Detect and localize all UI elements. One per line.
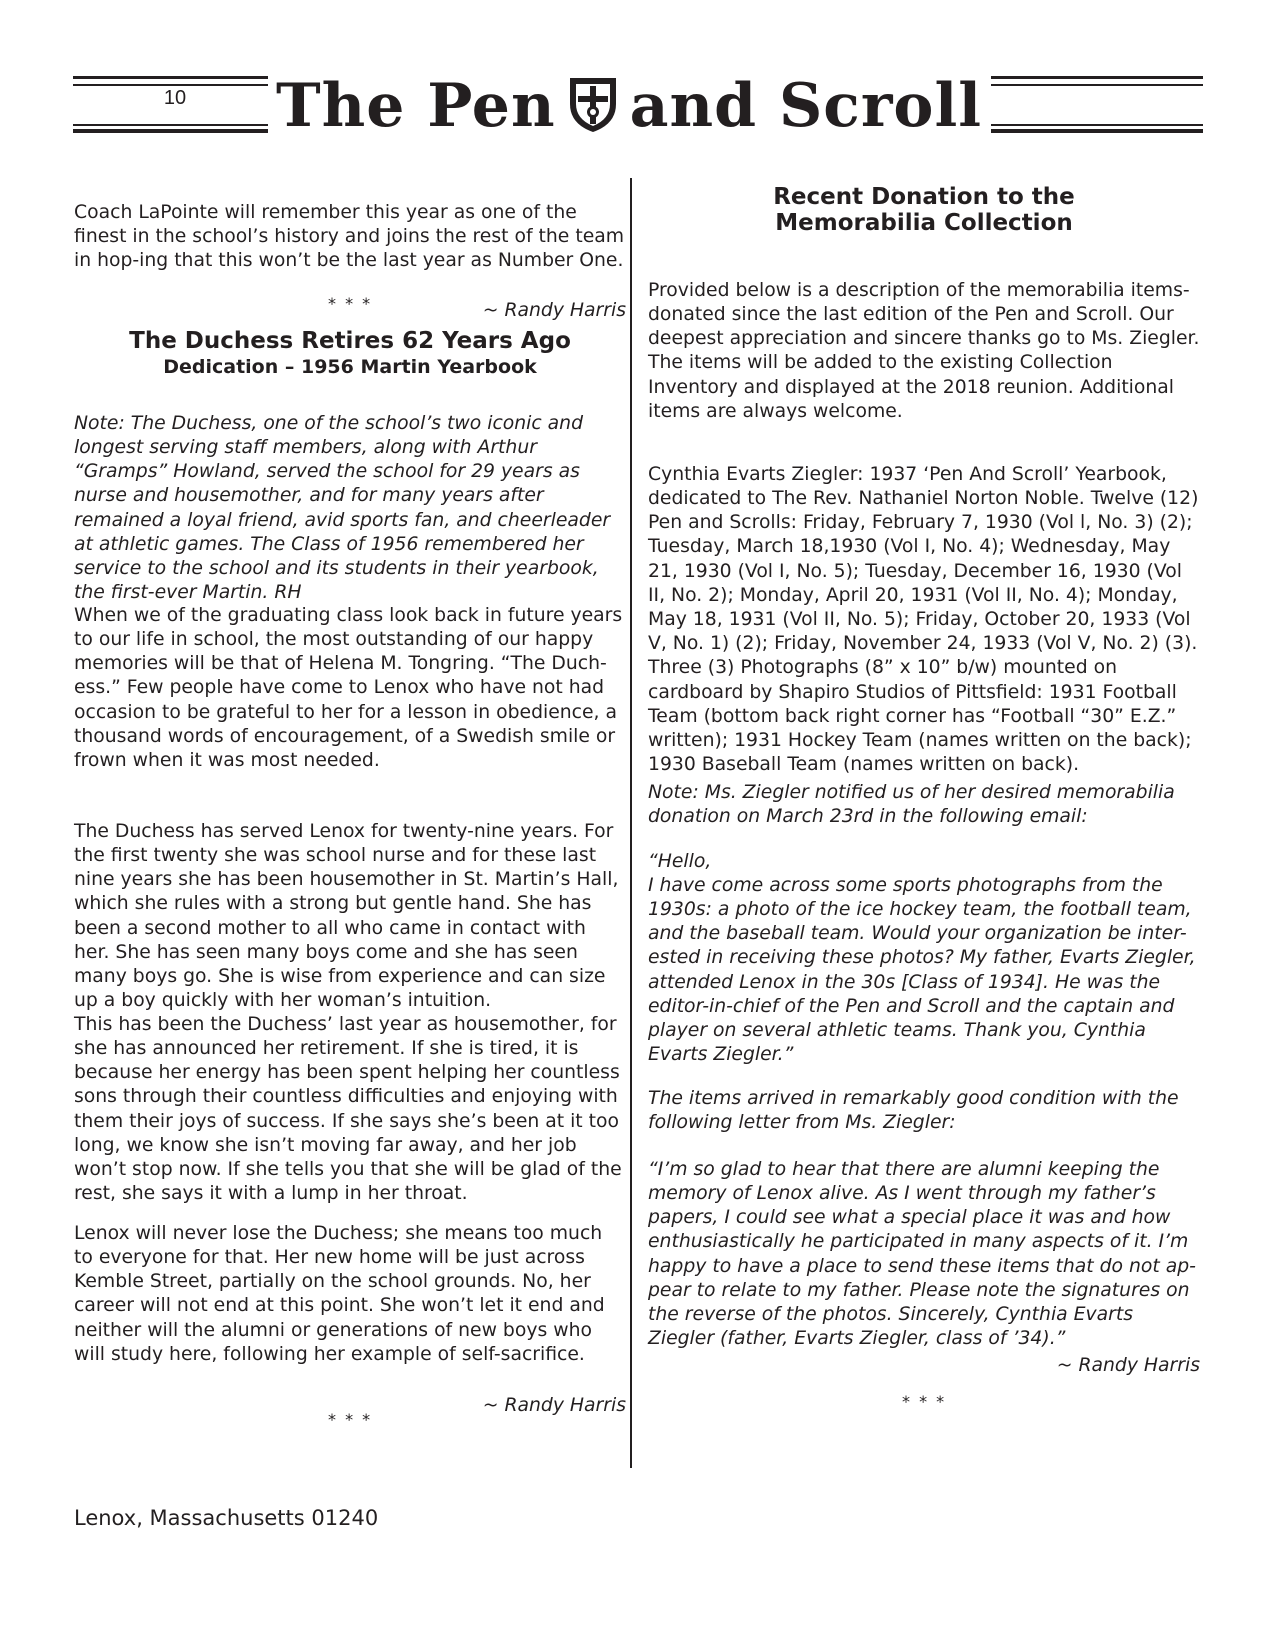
byline-2: ~ Randy Harris	[482, 1394, 626, 1416]
intro-paragraph: Coach LaPointe will remember this year as one of the finest in the school’s history and joins the rest of the team in hop-ing that this won’t be the last year as Number One.	[74, 201, 625, 272]
email-body: I have come across some sports photographs from the 1930s: a photo of the ice hockey team, the football team, and the baseball team. Would your organization be inter-ested in receiving these photos? My father, Evarts Ziegler, attended Lenox in the 30s [Class of 1934]. He was the editor-in-chief of the Pen and Scroll and the captain and player on several athletic teams. Thank you, Cynthia Evarts Ziegler.”	[648, 874, 1196, 1066]
ziegler-letter: “I’m so glad to hear that there are alumni keeping the memory of Lenox alive. As I went through my father’s papers, I could see what a special place it was and how enthusiastically he participated in many aspects of it. I’m happy to have a place to send these items that do not ap-pear to relate to my father. Please note the signatures on the reverse of the photos. Sincerely, Cynthia Evarts Ziegler (father, Evarts Ziegler, class of ’34).”	[648, 1158, 1196, 1350]
masthead-rule-right	[991, 76, 1203, 136]
title-part-2: and Scroll	[629, 71, 983, 141]
title-part-1: The Pen	[275, 71, 556, 141]
article-heading-donation-line2: Memorabilia Collection	[775, 210, 1073, 236]
separator-stars-2: * * *	[328, 1410, 373, 1429]
article-subheading-duchess: Dedication – 1956 Martin Yearbook	[163, 356, 537, 378]
donation-paragraph-1: Provided below is a description of the memorabilia items-donated since the last edition of the Pen and Scroll. Our deepest appreciation and sincere thanks go to Ms. Ziegler. The items will be added to the existing Collection Inventory and displayed at the 2018 reunion. Additional items are always welcome.	[648, 279, 1200, 422]
footer-address: Lenox, Massachusetts 01240	[74, 1506, 379, 1530]
publication-title	[271, 70, 987, 150]
crest-icon	[566, 74, 620, 134]
left-column	[74, 182, 626, 1462]
page-number: 10	[163, 87, 187, 109]
right-column	[648, 182, 1200, 1462]
donation-note: Note: Ms. Ziegler notified us of her desired memorabilia donation on March 23rd in the following email:	[648, 781, 1175, 827]
duchess-paragraph-1: When we of the graduating class look back in future years to our life in school, the most outstanding of our happy memories will be that of Helena M. Tongring. “The Duch-ess.” Few people have come to Lenox who have not had occasion to be grateful to her for a lesson in obedience, a thousand words of encouragement, of a Swedish smile or frown when it was most needed.	[74, 604, 623, 772]
byline-1: ~ Randy Harris	[482, 299, 626, 321]
email-greeting: “Hello,	[648, 850, 712, 872]
duchess-paragraph-2: The Duchess has served Lenox for twenty-nine years. For the first twenty she was school nurse and for these last nine years she has been housemother in St. Martin’s Hall, which she rules with a strong but gentle hand. She has been a second mother to all who came in contact with her. She has seen many boys come and she has seen many boys go. She is wise from experience and can size up a boy quickly with her woman’s intuition.	[74, 820, 619, 1012]
editor-note-duchess: Note: The Duchess, one of the school’s two iconic and longest serving staff members, along with Arthur “Gramps” Howland, served the school for 29 years as nurse and housemother, and for many years after remained a loyal friend, avid sports fan, and cheerleader at athletic games. The Class of 1956 remembered her service to the school and its students in their yearbook, the first-ever Martin. RH	[74, 412, 611, 604]
byline-3: ~ Randy Harris	[1056, 1354, 1200, 1376]
separator-stars-1: * * *	[328, 294, 373, 313]
separator-stars-3: * * *	[902, 1392, 947, 1411]
duchess-paragraph-3: This has been the Duchess’ last year as housemother, for she has announced her retirement. If she is tired, it is because her energy has been spent helping her countless sons through their countless difficulties and enjoying with them their joys of success. If she says she’s been at it too long, we know she isn’t moving far away, and her job won’t stop now. If she tells you that she will be glad of the rest, she says it with a lump in her throat.	[74, 1013, 622, 1205]
masthead	[73, 70, 1203, 150]
column-divider	[630, 178, 632, 1468]
donation-items-paragraph: Cynthia Evarts Ziegler: 1937 ‘Pen And Scroll’ Yearbook, dedicated to The Rev. Nathaniel Norton Noble. Twelve (12) Pen and Scrolls: Friday, February 7, 1930 (Vol l, No. 3) (2); Tuesday, March 18,1930 (Vol I, No. 4); Wednesday, May 21, 1930 (Vol I, No. 5); Tuesday, December 16, 1930 (Vol II, No. 2); Monday, April 20, 1931 (Vol II, No. 4); Monday, May 18, 1931 (Vol II, No. 5); Friday, October 20, 1933 (Vol V, No. 1) (2); Friday, November 24, 1933 (Vol V, No. 2) (3). Three (3) Photographs (8” x 10” b/w) mounted on cardboard by Shapiro Studios of Pittsfield: 1931 Football Team (bottom back right corner has “Football “30” E.Z.” written); 1931 Hockey Team (names written on the back); 1930 Baseball Team (names written on back).	[648, 463, 1199, 776]
article-heading-duchess: The Duchess Retires 62 Years Ago	[129, 328, 571, 354]
arrival-note: The items arrived in remarkably good condition with the following letter from Ms. Ziegler:	[648, 1087, 1179, 1133]
duchess-paragraph-4: Lenox will never lose the Duchess; she means too much to everyone for that. Her new home will be just across Kemble Street, partially on the school grounds. No, her career will not end at this point. She won’t let it end and neither will the alumni or generations of new boys who will study here, following her example of self-sacrifice.	[74, 1222, 605, 1365]
article-heading-donation-line1: Recent Donation to the	[773, 184, 1075, 210]
